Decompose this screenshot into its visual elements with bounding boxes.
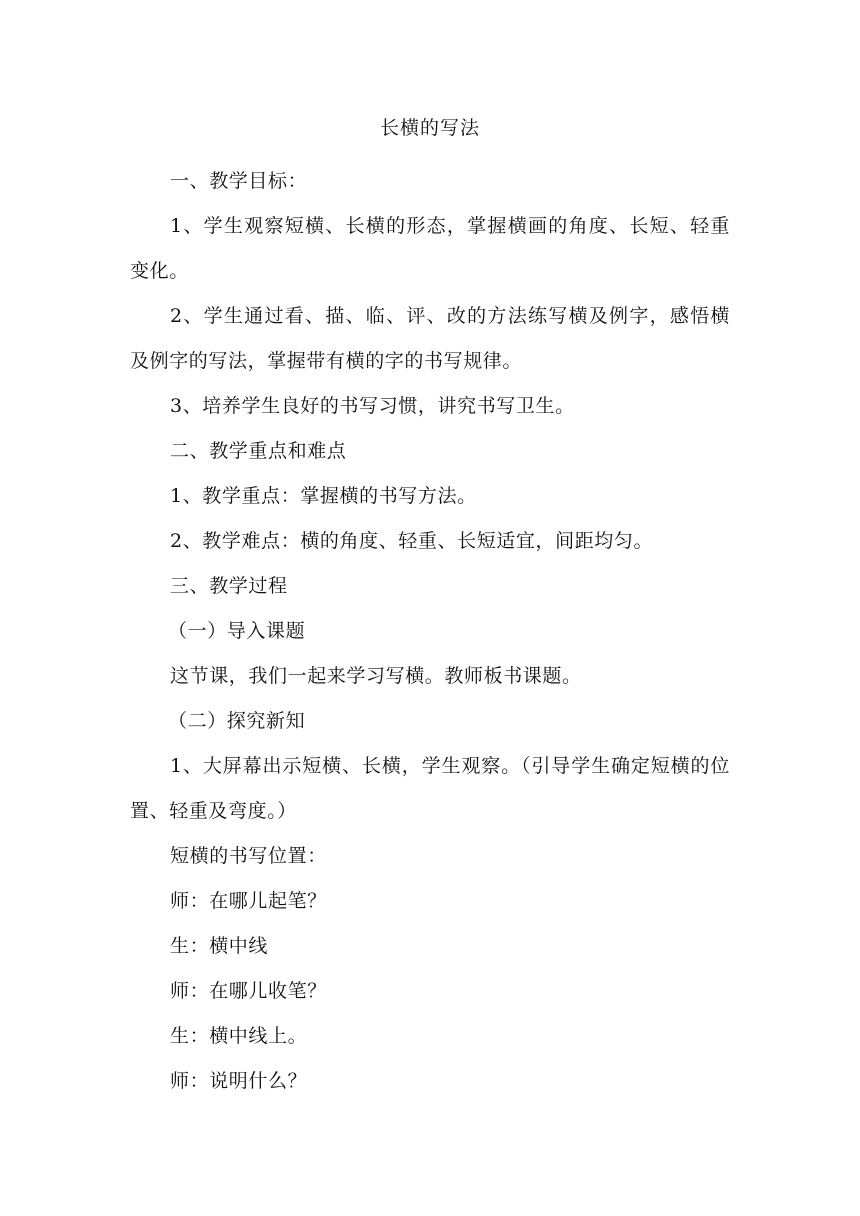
paragraph: 师：在哪儿收笔？: [170, 980, 327, 1002]
paragraph: 二、教学重点和难点: [170, 440, 347, 462]
paragraph: 师：说明什么？: [170, 1070, 308, 1092]
paragraph: 师：在哪儿起笔？: [170, 890, 327, 912]
paragraph: （二）探究新知: [168, 710, 306, 732]
document-title: 长横的写法: [379, 117, 480, 139]
paragraph: （一）导入课题: [168, 620, 306, 642]
paragraph: 这节课，我们一起来学习写横。教师板书课题。: [170, 665, 582, 687]
document-body: [130, 159, 730, 1104]
paragraph: 2、学生通过看、描、临、评、改的方法练写横及例字，感悟横及例字的写法，掌握带有横的字的书写规律。: [130, 305, 730, 372]
paragraph: 1、学生观察短横、长横的形态，掌握横画的角度、长短、轻重变化。: [130, 215, 730, 282]
paragraph: 2、教学难点：横的角度、轻重、长短适宜，间距均匀。: [170, 530, 654, 552]
paragraph: 三、教学过程: [170, 575, 288, 597]
paragraph: 1、教学重点：掌握横的书写方法。: [170, 485, 477, 507]
paragraph: 生：横中线上。: [170, 1025, 308, 1047]
paragraph: 3、培养学生良好的书写习惯，讲究书写卫生。: [170, 395, 575, 417]
paragraph: 短横的书写位置：: [170, 845, 327, 867]
paragraph: 1、大屏幕出示短横、长横，学生观察。（引导学生确定短横的位置、轻重及弯度。）: [130, 755, 730, 822]
paragraph: 一、教学目标：: [170, 170, 308, 192]
paragraph: 生：横中线: [170, 935, 269, 957]
